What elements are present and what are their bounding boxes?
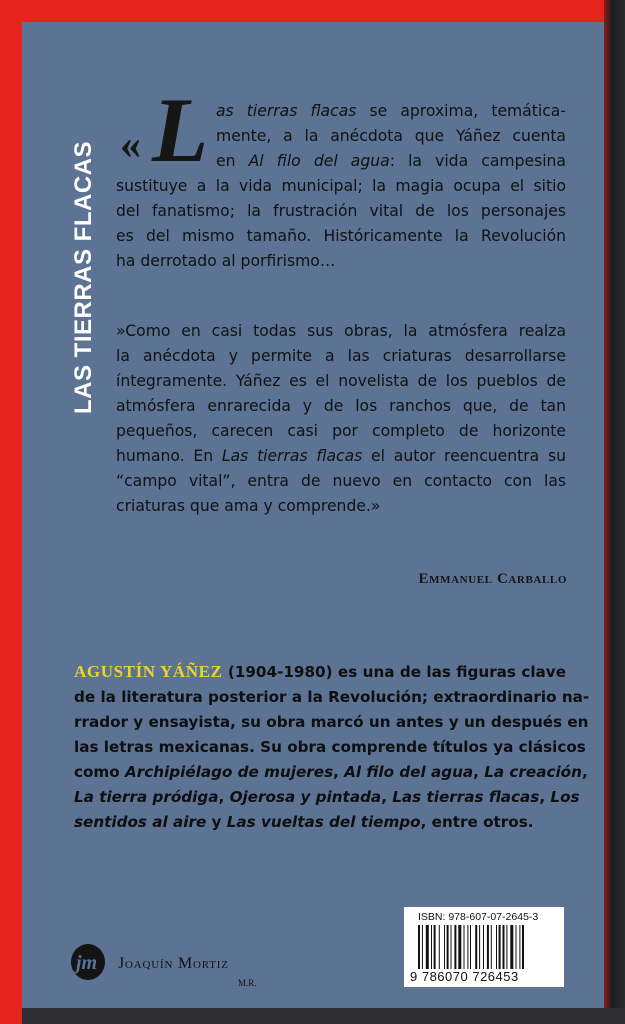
quote-line: mente, a la anécdota que Yáñez cuenta (216, 127, 566, 145)
bio-line: las letras mexicanas. Su obra comprende títulos ya clásicos (74, 738, 586, 756)
vertical-book-title: LAS TIERRAS FLACAS (70, 141, 97, 414)
quote-line: del fanatismo; la frustración vital de los personajes (116, 202, 566, 220)
svg-text:jm: jm (76, 952, 98, 974)
barcode-stripe (444, 925, 445, 969)
quote-line: atmósfera enrarecida y de los ranchos que, de tan (116, 397, 566, 415)
publisher-name: Joaquín Mortiz (118, 955, 229, 972)
barcode-stripe (464, 925, 465, 969)
quote-line: “campo vital”, entra de nuevo en contacto con las (116, 472, 566, 490)
barcode-stripe (470, 925, 471, 969)
bio-line: La tierra pródiga, Ojerosa y pintada, Las tierras flacas, Los (74, 788, 580, 806)
quote-paragraph-1-opening (216, 99, 566, 174)
barcode-stripe (451, 925, 452, 969)
barcode-stripe (426, 925, 429, 969)
barcode-stripe (510, 925, 513, 969)
barcode-stripe (483, 925, 484, 969)
quote-line: es del mismo tamaño. Históricamente la Revolución (116, 227, 566, 245)
bio-line: de la literatura posterior a la Revolución; extraordinario na- (74, 688, 590, 706)
barcode-stripe (475, 925, 477, 969)
bio-line: rrador y ensayista, su obra marcó un antes y un después en (74, 713, 589, 731)
quote-line: as tierras flacas se aproxima, temática- (216, 102, 566, 120)
quote-line: ha derrotado al porfirismo… (116, 252, 336, 270)
barcode-stripe (491, 925, 492, 969)
barcode-stripe (434, 925, 436, 969)
opening-guillemet: « (120, 122, 141, 168)
isbn-text: ISBN: 978-607-07-2645-3 (418, 911, 539, 923)
bottom-edge-shadow (22, 1008, 625, 1024)
barcode-stripe (479, 925, 480, 969)
barcode-stripe (467, 925, 468, 969)
barcode-digits: 9 786070 726453 (410, 969, 519, 984)
barcode-icon (418, 925, 553, 969)
barcode-stripe (516, 925, 517, 969)
author-bio (74, 659, 590, 835)
barcode-stripe (503, 925, 505, 969)
barcode-stripe (454, 925, 456, 969)
barcode-stripe (458, 925, 461, 969)
barcode-label (404, 907, 564, 987)
quote-paragraph-1-body (116, 174, 566, 274)
barcode-stripe (487, 925, 489, 969)
barcode-stripe (499, 925, 501, 969)
bio-line: AGUSTÍN YÁÑEZ (1904-1980) es una de las figuras clave (74, 662, 566, 681)
barcode-stripe (447, 925, 449, 969)
drop-cap-letter: L (152, 79, 209, 181)
quote-line: la anécdota y permite a las criaturas desarrollarse (116, 347, 566, 365)
quote-attribution: Emmanuel Carballo (418, 571, 567, 587)
quote-line: íntegramente. Yáñez es el novelista de los pueblos de (116, 372, 566, 390)
author-name: AGUSTÍN YÁÑEZ (74, 662, 223, 681)
spine-edge (604, 0, 625, 1024)
bio-line: sentidos al aire y Las vueltas del tiempo, entre otros. (74, 813, 534, 831)
barcode-stripe (506, 925, 507, 969)
barcode-stripe (418, 925, 420, 969)
quote-paragraph-2 (116, 319, 566, 519)
barcode-stripe (519, 925, 520, 969)
barcode-stripe (439, 925, 440, 969)
barcode-stripe (422, 925, 423, 969)
quote-line: »Como en casi todas sus obras, la atmósfera realza (116, 322, 566, 340)
barcode-stripe (522, 925, 524, 969)
jm-monogram-icon (68, 940, 108, 982)
barcode-stripe (431, 925, 432, 969)
bio-line: como Archipiélago de mujeres, Al filo del agua, La creación, (74, 763, 588, 781)
quote-line: sustituye a la vida municipal; la magia ocupa el sitio (116, 177, 566, 195)
quote-line: humano. En Las tierras flacas el autor reencuentra su (116, 447, 566, 465)
barcode-stripe (496, 925, 497, 969)
quote-line: criaturas que ama y comprende.» (116, 497, 381, 515)
quote-line: en Al filo del agua: la vida campesina (216, 152, 566, 170)
quote-line: pequeños, carecen casi por completo de horizonte (116, 422, 566, 440)
registered-mark: M.R. (238, 978, 257, 988)
